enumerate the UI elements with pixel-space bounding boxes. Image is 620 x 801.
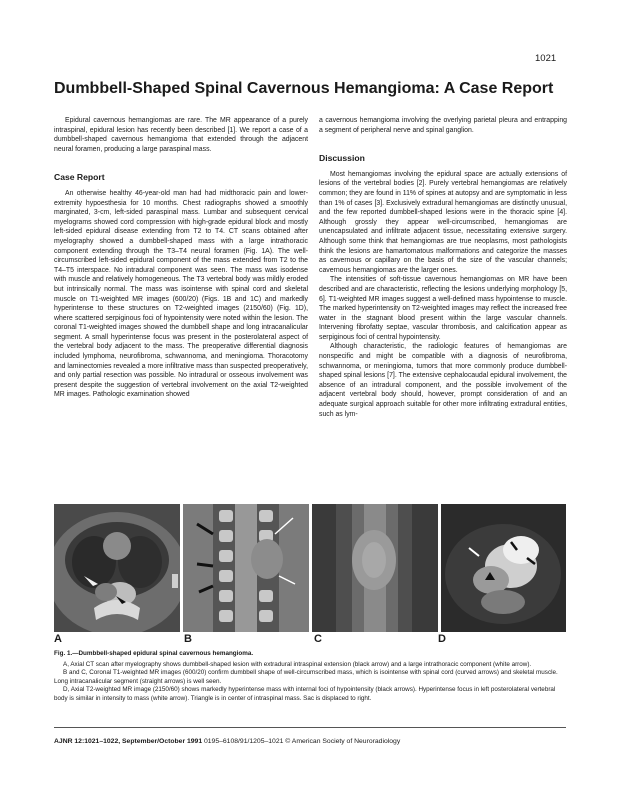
figure-panel-a — [54, 504, 180, 632]
left-column — [54, 116, 308, 400]
figure-caption-a: A, Axial CT scan after myelography shows dumbbell-shaped lesion with extradural intraspinal extension (black arrow) and a large intrathoracic component (white arrow). — [63, 660, 532, 668]
coronal-t1-image-b — [183, 504, 309, 632]
discussion-paragraph-3: Although characteristic, the radiologic features of hemangiomas are nonspecific and might be compatible with a diagnosis of neurofibroma, schwannoma, or meningioma, tumors that more commonly produce dumbbell-shaped spinal lesions [7]. The extensive cephalocaudal epidural involvement, the absence of an intradural component, and the possible involvement of the adjacent vertebral body should, however, prompt consideration of and an adequate surgical approach suitable for other more infiltrating extradural entities, such as lym- — [319, 343, 567, 418]
case-report-heading: Case Report — [54, 172, 105, 183]
figure-label-b: B — [184, 633, 192, 645]
discussion-paragraph-1: Most hemangiomas involving the epidural space are actually extensions of lesions of the vertebral bodies [2]. Purely vertebral hemangiomas are relatively common; they are found in 11% of spines at autopsy and are symptomatic in less than 1% of cases [3]. Exclusively extradural hemangiomas are distinctly unusual, and the few reported dumbbell-shaped lesions were in the thoracic spine [4]. Although grossly they appear well-circumscribed, hemangiomas are unencapsulated and infiltrate adjacent tissue, necessitating extensive surgery. Although some think that hemangiomas are true neoplasms, most pathologists think the lesions are hamartomatous malformations and categorize the masses as cavernous or capillary on the basis of the size of the vascular channels; cavernous hemangiomas are the larger ones. — [319, 170, 567, 274]
footer-copyright: 0195–6108/91/1205–1021 © American Society of Neuroradiology — [204, 738, 401, 745]
right-column — [319, 116, 567, 419]
figure-caption-bc: B and C, Coronal T1-weighted MR images (600/20) confirm dumbbell shape of well-circumscribed mass, which is isointense with spinal cord (curved arrows) and skeletal muscle. Long intracanalicular segment (straight arrows) is well seen. — [54, 669, 558, 685]
figure-label-d: D — [438, 633, 446, 645]
case-report-paragraph: An otherwise healthy 46-year-old man had had midthoracic pain and lower-extremity hypoesthesia for 10 months. Chest radiographs showed a smoothly marginated, 3-cm, left-sided paraspinal mass. Lumbar and subsequent cervical myelograms showed cord compression with high-grade epidural block and mostly left-sided epidural disease extending from T2 to T4. CT scans obtained after myelography showed a dumbbell-shaped mass with a large intrathoracic component extending through the T3–T4 neural foramen (Fig. 1A). The well-circumscribed left-sided epidural component of the mass extended from T2 to the T4–T5 interspace. No intradural component was seen. The mass was isodense with muscle and relatively homogeneous. The T3 vertebral body was mildly eroded but intrinsically normal. The mass was isointense with spinal cord and skeletal muscle on T1-weighted MR images (600/20) (Figs. 1B and 1C) and markedly hyperintense to these structures on T2-weighted images (2150/60) (Fig. 1D), where scattered serpiginous foci of hypointensity were noted within the lesion. The coronal T1-weighted images showed the dumbbell shape and long intracanalicular segment. A small hyperintense focus was present in the posterolateral aspect of the vertebral body adjacent to the mass. The preoperative differential diagnosis included lymphoma, neurofibroma, schwannoma, and meningioma. Thoracotomy and laminectomies revealed a more infiltrative mass than suspected preoperatively, and only partial resection was possible. No intradural or osseous involvement was present despite the suggestion of vertebral involvement on the axial T2-weighted MR images. Pathologic examination showed — [54, 189, 308, 399]
figure-label-c: C — [314, 633, 322, 645]
figure-panel-b — [183, 504, 309, 632]
discussion-heading: Discussion — [319, 153, 365, 164]
footer-divider — [54, 727, 566, 728]
figure-caption-title: Fig. 1.—Dumbbell-shaped epidural spinal cavernous hemangioma. — [54, 650, 254, 657]
axial-t2-image — [441, 504, 566, 632]
figure-label-a: A — [54, 633, 62, 645]
article-title: Dumbbell-Shaped Spinal Cavernous Hemangioma: A Case Report — [54, 80, 554, 97]
figure-panel-d — [441, 504, 566, 632]
footer — [54, 738, 400, 745]
case-report-continuation: a cavernous hemangioma involving the overlying parietal pleura and entrapping a segment of peripheral nerve and spinal ganglion. — [319, 117, 567, 134]
figure-caption-d: D, Axial T2-weighted MR image (2150/60) shows markedly hyperintense mass with internal foci of hypointensity (black arrows). Hyperintense focus in left posterolateral vertebral body is similar in intensity to mass (white arrow). Triangle is in center of intraspinal mass. Sac is displaced to right. — [54, 686, 556, 702]
discussion-paragraph-2: The intensities of soft-tissue cavernous hemangiomas on MR have been described and are characteristic, reflecting the lesions underlying morphology [5, 6]. T1-weighted MR images suggest a well-defined mass hypointense to muscle. The marked hyperintensity on T2-weighted images may reflect the increased free water in the stagnant blood present within the large vascular channels. Intervening fibrofatty septae, vascular thrombosis, and calcification appear as serpiginous foci of central hypointensity. — [319, 276, 567, 341]
footer-journal: AJNR 12:1021–1022, September/October 1991 — [54, 738, 203, 745]
figure-panels — [54, 504, 566, 632]
intro-paragraph: Epidural cavernous hemangiomas are rare. The MR appearance of a purely intraspinal, epidural lesion has recently been described [1]. We report a case of a dumbbell-shaped cavernous hemangioma that extended through the adjacent neural foramen, producing a large paraspinal mass. — [54, 117, 308, 153]
figure-caption — [54, 650, 566, 704]
figure-panel-c — [312, 504, 438, 632]
page-number: 1021 — [535, 53, 557, 64]
axial-ct-image — [54, 504, 180, 632]
coronal-t1-image-c — [312, 504, 438, 632]
